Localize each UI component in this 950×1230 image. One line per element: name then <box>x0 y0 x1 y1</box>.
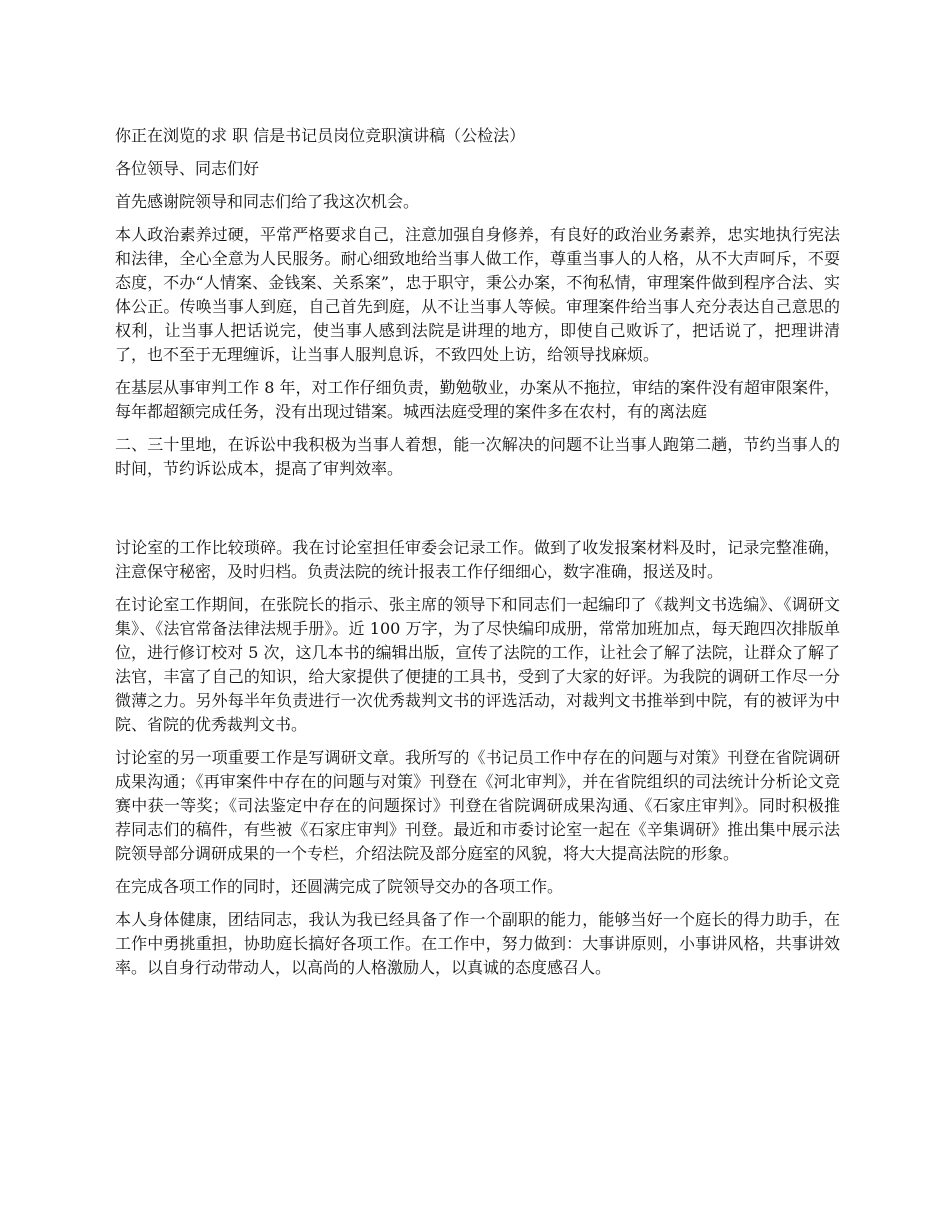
paragraph-self-assessment: 本人身体健康，团结同志，我认为我已经具备了作一个副职的能力，能够当好一个庭长的得力助手，在工作中勇挑重担，协助庭长搞好各项工作。在工作中，努力做到：大事讲原则，小事讲风格，共事讲效率。以自身行动带动人，以高尚的人格激励人，以真诚的态度感召人。 <box>115 910 840 977</box>
paragraph-thanks: 首先感谢院领导和同志们给了我这次机会。 <box>115 192 420 211</box>
paragraph-publications: 在讨论室工作期间，在张院长的指示、张主席的领导下和同志们一起编印了《裁判文书选编》、《调研文集》、《法官常备法律法规手册》。近 100 万字，为了尽快编印成册，常常加班加点，每天跑四次排版单位，进行修订校对 5 次，这几本书的编辑出版，宣传了法院的工作，让社会了解了法院，让群众了解了法官，丰富了自己的知识，给大家提供了便捷的工具书，受到了大家的好评。为我院的调研工作尽一分微薄之力。另外每半年负责进行一次优秀裁判文书的评选活动，对裁判文书推举到中院，有的被评为中院、省院的优秀裁判文书。 <box>115 595 840 734</box>
paragraph-political-quality: 本人政治素养过硬，平常严格要求自己，注意加强自身修养，有良好的政治业务素养，忠实地执行宪法和法律，全心全意为人民服务。耐心细致地给当事人做工作，尊重当事人的人格，从不大声呵斥，不耍态度，不办“人情案、金钱案、关系案”，忠于职守，秉公办案，不徇私情，审理案件做到程序合法、实体公正。传唤当事人到庭，自己首先到庭，从不让当事人等候。审理案件给当事人充分表达自己意思的权利，让当事人把话说完，使当事人感到法院是讲理的地方，即使自己败诉了，把话说了，把理讲清了，也不至于无理缠诉，让当事人服判息诉，不致四处上访，给领导找麻烦。 <box>115 225 840 364</box>
document-page <box>115 124 840 989</box>
paragraph-trial-work: 在基层从事审判工作 8 年，对工作仔细负责，勤勉敬业，办案从不拖拉，审结的案件没有超审限案件，每年都超额完成任务，没有出现过错案。城西法庭受理的案件多在农村，有的离法庭 <box>115 378 840 421</box>
paragraph-research-articles: 讨论室的另一项重要工作是写调研文章。我所写的《书记员工作中存在的问题与对策》刊登在省院调研成果沟通；《再审案件中存在的问题与对策》刊登在《河北审判》，并在省院组织的司法统计分析论文竞赛中获一等奖；《司法鉴定中存在的问题探讨》刊登在省院调研成果沟通、《石家庄审判》。同时积极推荐同志们的稿件，有些被《石家庄审判》刊登。最近和市委讨论室一起在《辛集调研》推出集中展示法院领导部分调研成果的一个专栏，介绍法院及部分庭室的风貌，将大大提高法院的形象。 <box>115 748 840 863</box>
paragraph-efficiency: 二、三十里地，在诉讼中我积极为当事人着想，能一次解决的问题不让当事人跑第二趟，节约当事人的时间，节约诉讼成本，提高了审判效率。 <box>115 435 840 478</box>
paragraph-discussion-room: 讨论室的工作比较琐碎。我在讨论室担任审委会记录工作。做到了收发报案材料及时，记录完整准确，注意保守秘密，及时归档。负责法院的统计报表工作仔细细心，数字准确，报送及时。 <box>115 538 840 581</box>
greeting: 各位领导、同志们好 <box>115 159 260 178</box>
document-title: 你正在浏览的求 职 信是书记员岗位竞职演讲稿（公检法） <box>115 126 526 145</box>
paragraph-assigned-tasks: 在完成各项工作的同时，还圆满完成了院领导交办的各项工作。 <box>115 877 564 896</box>
section-gap <box>115 490 840 536</box>
